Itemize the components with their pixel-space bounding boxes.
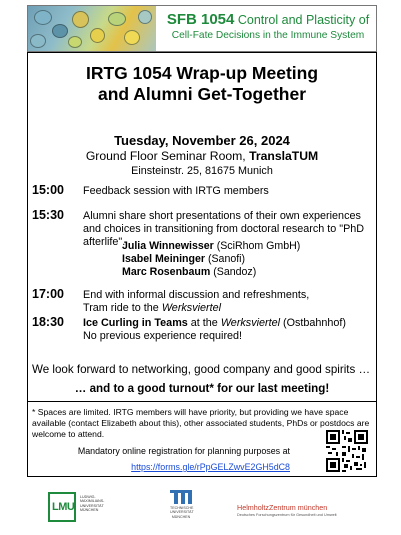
- event-address: Einsteinstr. 25, 81675 Munich: [131, 165, 273, 177]
- lmu-logo: LMU LUDWIG-MAXIMILIANS-UNIVERSITÄT MÜNCHEN: [48, 492, 118, 526]
- helmholtz-subtitle: Deutsches Forschungszentrum für Gesundheit und Umwelt: [237, 513, 337, 517]
- divider: [28, 401, 376, 402]
- header-banner: [27, 5, 377, 52]
- qr-code-icon[interactable]: [326, 430, 368, 472]
- speaker: Marc Rosenbaum (Sandoz): [122, 266, 257, 279]
- banner-subtitle-1: Control and Plasticity of: [237, 13, 370, 27]
- banner-title: [160, 11, 376, 41]
- schedule-time: 17:00: [32, 287, 64, 301]
- event-date: Tuesday, November 26, 2024: [114, 133, 290, 148]
- cell-microscopy-image: [28, 6, 156, 52]
- event-flyer-box: [27, 52, 377, 477]
- schedule-time: 18:30: [32, 315, 64, 329]
- banner-subtitle-2: Cell-Fate Decisions in the Immune System: [171, 30, 365, 41]
- schedule-text: Feedback session with IRTG members: [83, 185, 269, 197]
- schedule-time: 15:30: [32, 208, 64, 222]
- schedule-time: 15:00: [32, 183, 64, 197]
- schedule-text: Alumni share short presentations of their own experiences and choices in transitioning from doctoral research to "PhD afterlife".: [83, 210, 365, 248]
- lmu-name: LUDWIG-MAXIMILIANS-UNIVERSITÄT MÜNCHEN: [80, 495, 105, 513]
- speaker: Isabel Meininger (Sanofi): [122, 253, 246, 266]
- speaker: Julia Winnewisser (SciRhom GmbH): [122, 240, 301, 252]
- registration-link[interactable]: https://forms.gle/rPpGELZwvE2GH5dC8: [131, 462, 290, 472]
- tum-logo: TECHNISCHE UNIVERSITÄT MÜNCHEN: [170, 490, 192, 530]
- event-venue: Ground Floor Seminar Room, TranslaTUM: [85, 149, 319, 163]
- footnote: * Spaces are limited. IRTG members will have priority, but providing we have space available (contact Elizabeth about this), other associated students, PhDs or postdocs are welcome to attend.: [32, 407, 370, 439]
- helmholtz-logo: [237, 503, 337, 517]
- registration-label: Mandatory online registration for planning purposes at: [77, 446, 290, 456]
- sfb-number: SFB 1054: [166, 11, 235, 28]
- closing-text: We look forward to networking, good company and good spirits …: [32, 363, 371, 376]
- schedule-text: End with informal discussion and refreshments, Tram ride to the Werksviertel: [83, 289, 310, 314]
- speaker-list: [122, 240, 300, 280]
- tum-mark-icon: [170, 490, 192, 504]
- event-title: IRTG 1054 Wrap-up Meeting and Alumni Get-Together: [85, 63, 319, 104]
- helmholtz-name: HelmholtzZentrum münchen: [237, 503, 328, 512]
- schedule-text: Ice Curling in Teams at the Werksviertel (Ostbahnhof) No previous experience required!: [83, 317, 347, 342]
- closing-highlight: … and to a good turnout* for our last meeting!: [74, 382, 330, 395]
